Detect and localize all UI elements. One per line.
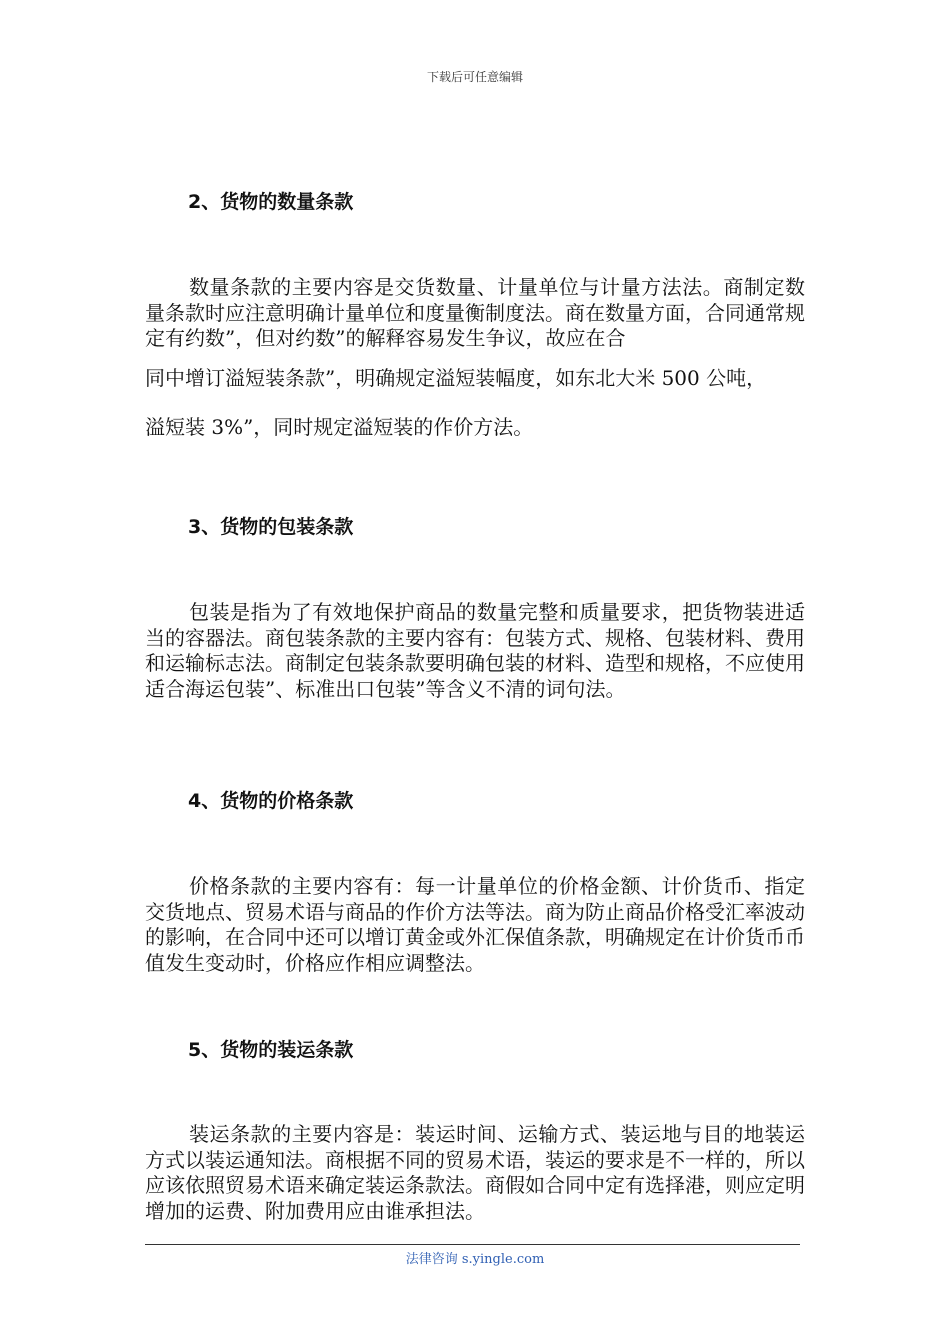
section-heading-packing: 3、货物的包装条款 (188, 516, 354, 538)
section-heading-quantity: 2、货物的数量条款 (188, 191, 354, 213)
page-header: 下载后可任意编辑 (426, 70, 523, 84)
section-paragraph-quantity: 数量条款的主要内容是交货数量、计量单位与计量方法法。商制定数量条款时应注意明确计量单位和度量衡制度法。商在数量方面，合同通常规定有约数”，但对约数”的解释容易发生争议，故应在合 (145, 275, 805, 350)
section-paragraph-shipment: 装运条款的主要内容是：装运时间、运输方式、装运地与目的地装运方式以装运通知法。商根据不同的贸易术语，装运的要求是不一样的，所以应该依照贸易术语来确定装运条款法。商假如合同中定有选择港，则应定明增加的运费、附加费用应由谁承担法。 (145, 1122, 805, 1223)
section-paragraph-packing: 包装是指为了有效地保护商品的数量完整和质量要求，把货物装进适当的容器法。商包装条款的主要内容有：包装方式、规格、包装材料、费用和运输标志法。商制定包装条款要明确包装的材料、造型和规格，不应使用适合海运包装”、标准出口包装”等含义不清的词句法。 (145, 600, 805, 701)
section-paragraph-quantity-line: 溢短装 3%”，同时规定溢短装的作价方法。 (145, 415, 534, 439)
page-footer: 法律咨询 s.yingle.com (405, 1252, 545, 1267)
section-heading-shipment: 5、货物的装运条款 (188, 1039, 354, 1061)
section-paragraph-price: 价格条款的主要内容有：每一计量单位的价格金额、计价货币、指定交货地点、贸易术语与商品的作价方法等法。商为防止商品价格受汇率波动的影响，在合同中还可以增订黄金或外汇保值条款，明确规定在计价货币币值发生变动时，价格应作相应调整法。 (145, 874, 805, 975)
footer-divider (145, 1244, 800, 1245)
section-heading-price: 4、货物的价格条款 (188, 790, 354, 812)
section-paragraph-quantity-line: 同中增订溢短装条款”，明确规定溢短装幅度，如东北大米 500 公吨， (145, 366, 767, 390)
